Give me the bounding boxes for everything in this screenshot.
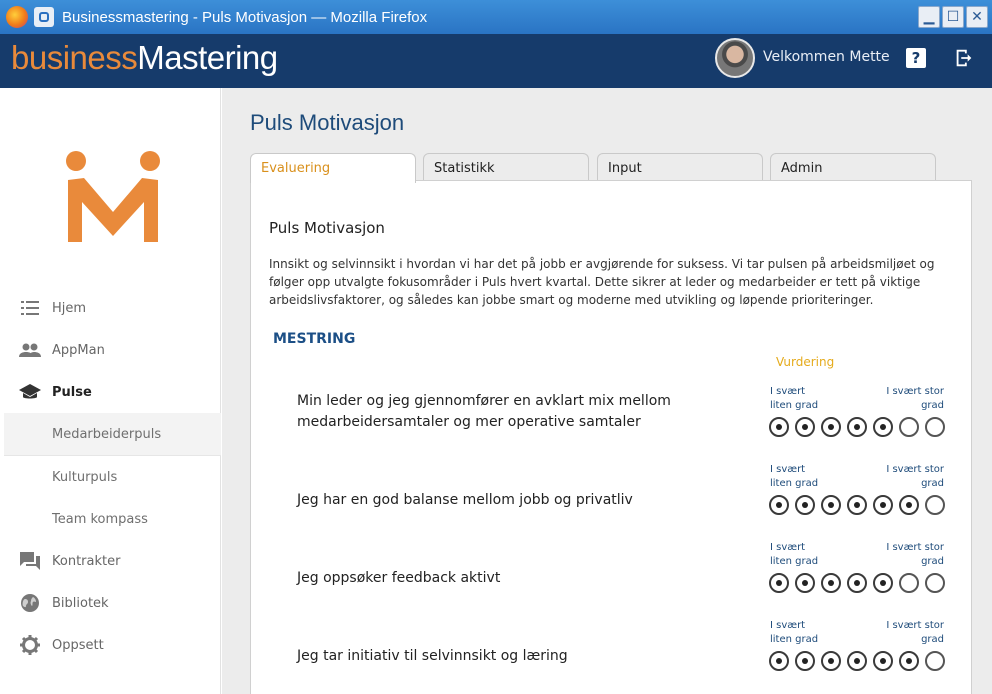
window-titlebar — [0, 0, 992, 34]
rating-radio-3[interactable] — [821, 417, 841, 437]
brand-logo[interactable] — [11, 39, 278, 77]
rating-radio-3[interactable] — [821, 573, 841, 593]
rating-radio-group — [769, 651, 945, 671]
logout-icon[interactable] — [953, 47, 975, 69]
scale-low-label: I svært liten grad — [770, 386, 819, 411]
intro-text: Innsikt og selvinnsikt i hvordan vi har det på jobb er avgjørende for suksess. Vi tar pulsen på arbeidsmiljøet og følger opp utvalgte fokusområder i Puls hvert kvartal. Dette sikrer at leder og medarbeider er tett på viktige arbeidslivsfaktorer, og således kan jobbe smart og moderne med utvikling og løpende prioriteringer. — [269, 257, 935, 307]
page-title: Puls Motivasjon — [250, 110, 405, 135]
sidebar-item-bibliotek[interactable] — [4, 582, 221, 624]
gear-icon — [19, 634, 41, 656]
rating-header: Vurdering — [776, 355, 835, 369]
rating-radio-7[interactable] — [925, 417, 945, 437]
sidebar-item-label: Team kompass — [52, 511, 148, 527]
people-icon — [19, 339, 41, 361]
brand-part2: Mastering — [137, 39, 278, 76]
rating-radio-2[interactable] — [795, 651, 815, 671]
rating-radio-7[interactable] — [925, 495, 945, 515]
question-text: Jeg tar initiativ til selvinnsikt og læring — [297, 648, 568, 664]
maximize-button[interactable]: ☐ — [942, 6, 964, 28]
rating-radio-4[interactable] — [847, 573, 867, 593]
m-logo-icon — [64, 150, 164, 246]
question-text: Jeg oppsøker feedback aktivt — [297, 570, 501, 586]
question-text: Jeg har en god balanse mellom jobb og privatliv — [297, 492, 633, 508]
brand-part1: business — [11, 39, 138, 76]
rating-radio-1[interactable] — [769, 651, 789, 671]
tab-evaluering[interactable]: Evaluering — [250, 153, 416, 183]
chat-icon — [19, 550, 41, 572]
rating-radio-5[interactable] — [873, 495, 893, 515]
rating-radio-1[interactable] — [769, 573, 789, 593]
welcome-text: Velkommen Mette — [763, 49, 890, 65]
rating-radio-2[interactable] — [795, 495, 815, 515]
close-button[interactable]: ✕ — [966, 6, 988, 28]
window-menu-icon[interactable] — [34, 7, 54, 27]
scale-low-label: I svært liten grad — [770, 620, 819, 645]
rating-radio-7[interactable] — [925, 651, 945, 671]
rating-radio-1[interactable] — [769, 495, 789, 515]
rating-radio-2[interactable] — [795, 573, 815, 593]
rating-radio-group — [769, 573, 945, 593]
tab-input[interactable]: Input — [597, 153, 763, 182]
sidebar-item-oppsett[interactable] — [4, 624, 221, 666]
sidebar-item-appman[interactable] — [4, 329, 221, 371]
rating-radio-group — [769, 417, 945, 437]
sidebar-item-medarbeiderpuls[interactable] — [4, 413, 221, 455]
rating-radio-6[interactable] — [899, 417, 919, 437]
sidebar-item-label: Bibliotek — [52, 595, 109, 611]
rating-radio-3[interactable] — [821, 495, 841, 515]
sidebar-item-kontrakter[interactable] — [4, 540, 221, 582]
rating-radio-6[interactable] — [899, 495, 919, 515]
question-text: Min leder og jeg gjennomfører en avklart mix mellom medarbeidersamtaler og mer operative samtaler — [297, 393, 671, 430]
evaluation-panel — [250, 180, 972, 694]
sidebar-item-pulse[interactable] — [4, 371, 221, 413]
globe-icon — [19, 592, 41, 614]
sidebar-item-label: Kontrakter — [52, 553, 121, 569]
rating-radio-4[interactable] — [847, 651, 867, 671]
rating-radio-6[interactable] — [899, 573, 919, 593]
scale-high-label: I svært stor grad — [886, 620, 944, 645]
rating-radio-1[interactable] — [769, 417, 789, 437]
avatar[interactable] — [715, 38, 755, 78]
graduation-cap-icon — [19, 381, 41, 403]
sidebar-item-label: Medarbeiderpuls — [52, 426, 162, 442]
sidebar-item-kulturpuls[interactable] — [4, 456, 221, 498]
scale-low-label: I svært liten grad — [770, 542, 819, 567]
scale-high-label: I svært stor grad — [886, 386, 944, 411]
rating-radio-3[interactable] — [821, 651, 841, 671]
sidebar-item-label: Kulturpuls — [52, 469, 118, 485]
rating-radio-5[interactable] — [873, 573, 893, 593]
section-title: Puls Motivasjon — [269, 219, 385, 237]
tab-admin[interactable]: Admin — [770, 153, 936, 182]
sidebar — [4, 88, 221, 694]
sidebar-item-team-kompass[interactable] — [4, 498, 221, 540]
sidebar-item-label: AppMan — [52, 342, 105, 358]
rating-radio-4[interactable] — [847, 495, 867, 515]
tab-statistikk[interactable]: Statistikk — [423, 153, 589, 182]
firefox-icon — [6, 6, 28, 28]
rating-radio-5[interactable] — [873, 417, 893, 437]
scale-high-label: I svært stor grad — [886, 542, 944, 567]
rating-radio-group — [769, 495, 945, 515]
rating-radio-5[interactable] — [873, 651, 893, 671]
scale-high-label: I svært stor grad — [886, 464, 944, 489]
sidebar-item-label: Oppsett — [52, 637, 104, 653]
help-icon[interactable]: ? — [906, 48, 926, 68]
window-title: Businessmastering - Puls Motivasjon — Mozilla Firefox — [62, 8, 428, 26]
sidebar-item-label: Hjem — [52, 300, 87, 316]
sidebar-item-hjem[interactable] — [4, 287, 221, 329]
sidebar-item-label: Pulse — [52, 384, 92, 400]
category-heading: MESTRING — [273, 331, 356, 347]
rating-radio-6[interactable] — [899, 651, 919, 671]
main-content — [222, 88, 992, 694]
rating-radio-4[interactable] — [847, 417, 867, 437]
list-icon — [19, 297, 41, 319]
rating-radio-2[interactable] — [795, 417, 815, 437]
rating-radio-7[interactable] — [925, 573, 945, 593]
minimize-button[interactable]: ▁ — [918, 6, 940, 28]
scale-low-label: I svært liten grad — [770, 464, 819, 489]
app-header — [0, 34, 992, 88]
